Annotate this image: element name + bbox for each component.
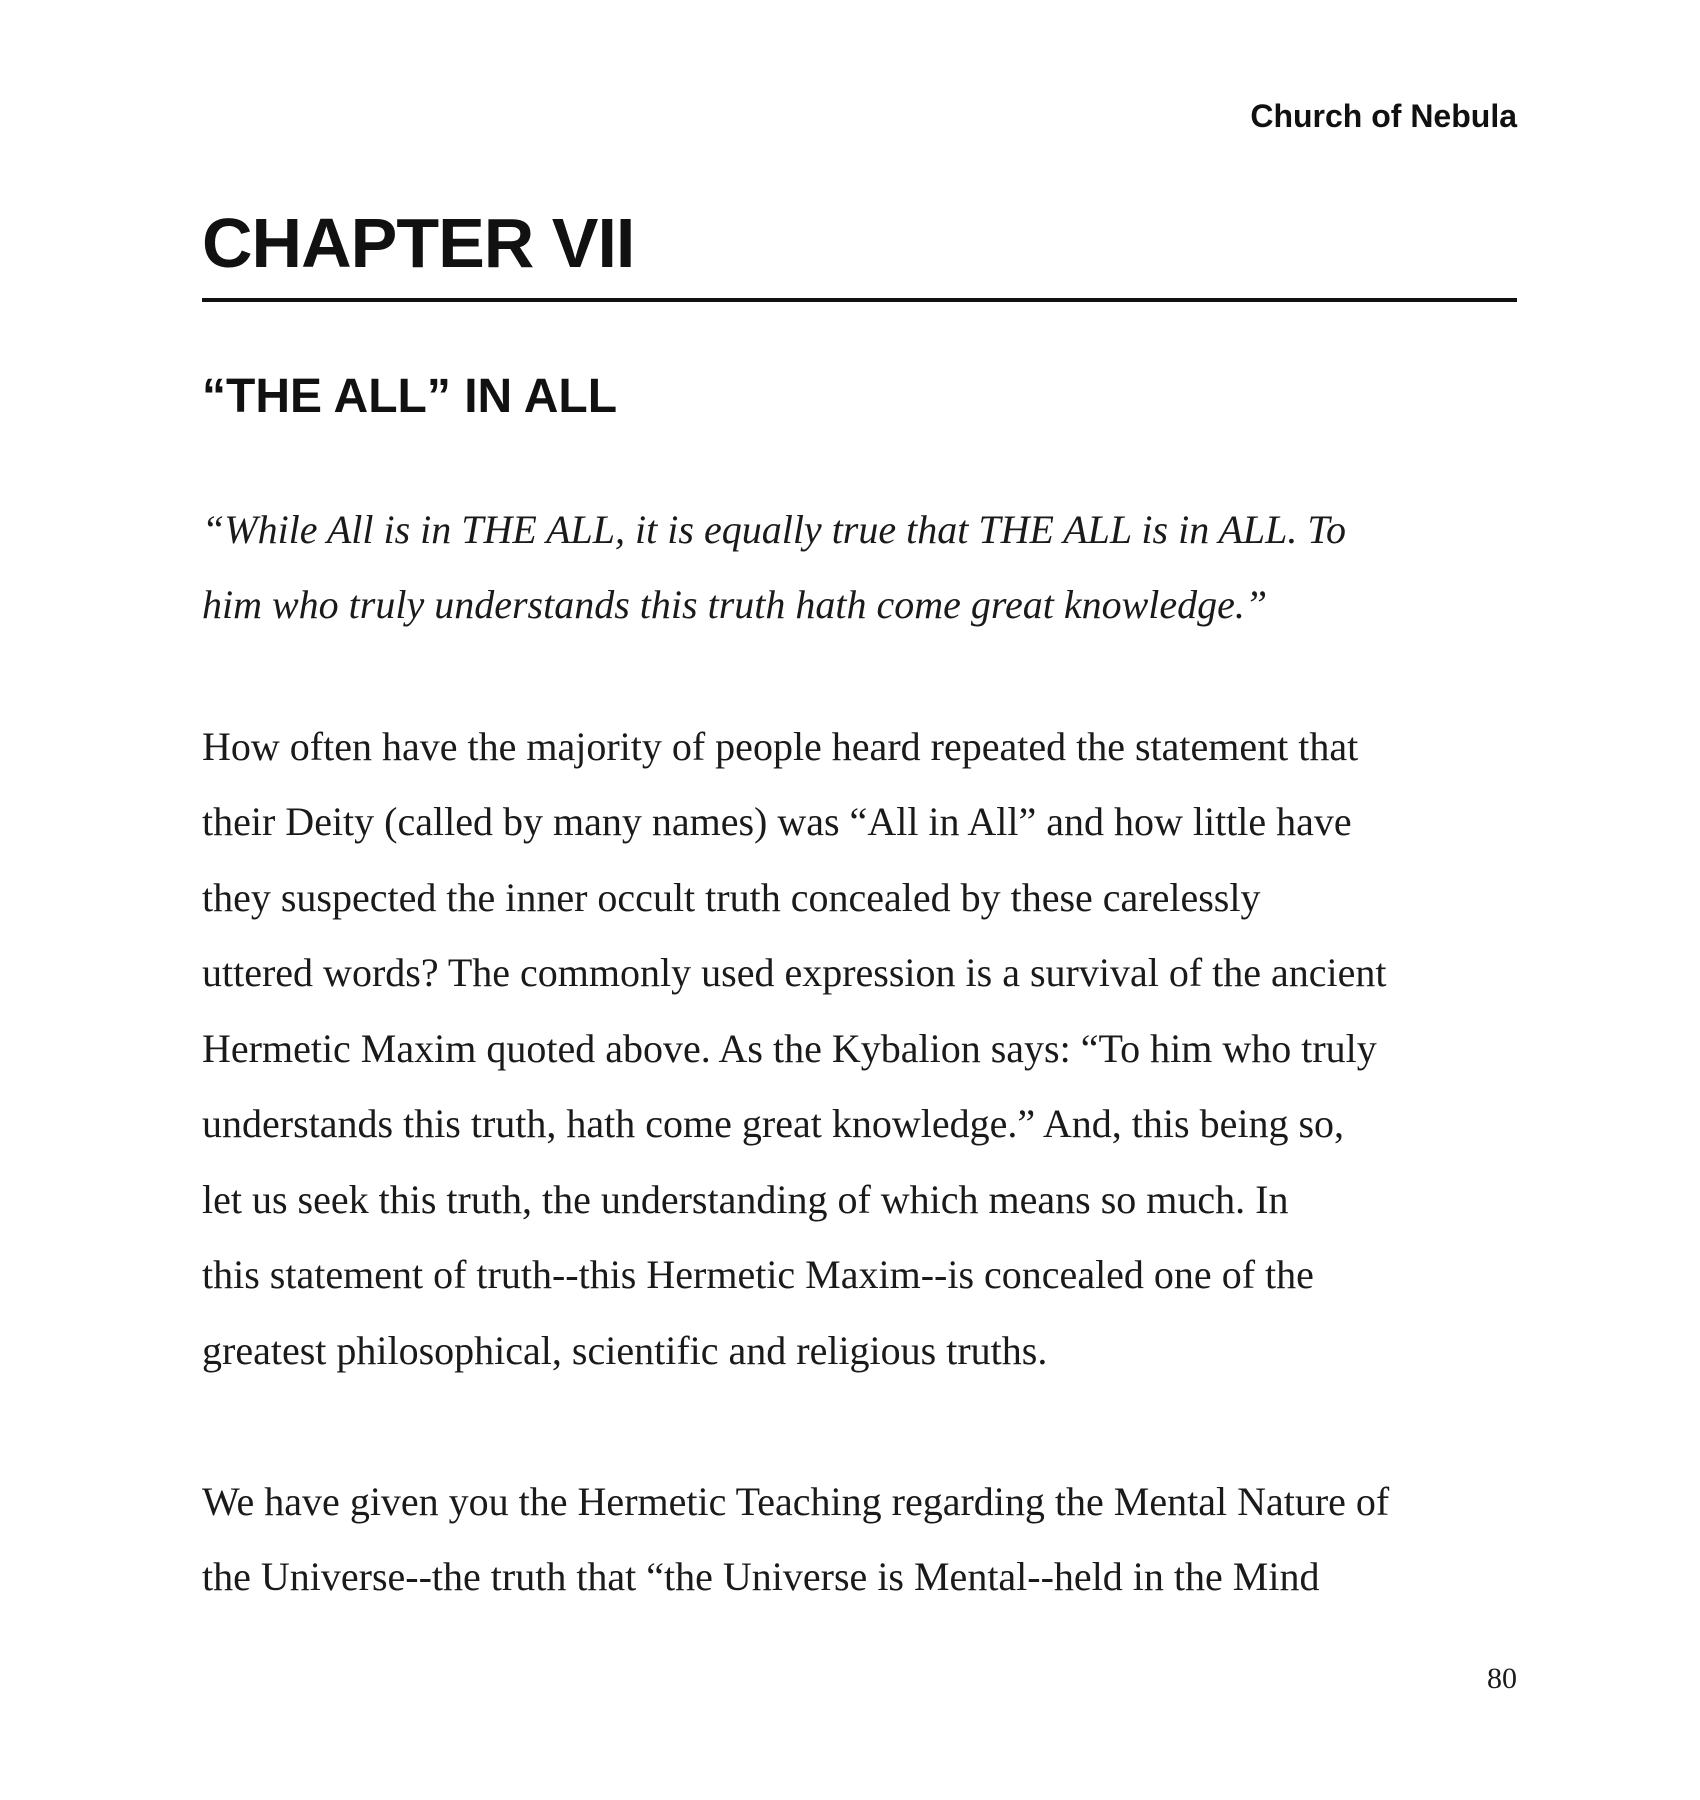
epigraph-line: him who truly understands this truth hath come great knowledge.” <box>202 582 1268 627</box>
paragraph-line: understands this truth, hath come great knowledge.” And, this being so, <box>202 1101 1345 1146</box>
paragraph-line: they suspected the inner occult truth concealed by these carelessly <box>202 875 1261 920</box>
paragraph-line: the Universe--the truth that “the Universe is Mental--held in the Mind <box>202 1554 1320 1599</box>
paragraph-line: their Deity (called by many names) was “All in All” and how little have <box>202 799 1352 844</box>
paragraph-line: this statement of truth--this Hermetic Maxim--is concealed one of the <box>202 1252 1314 1297</box>
paragraph-line: How often have the majority of people heard repeated the statement that <box>202 724 1359 769</box>
chapter-title: CHAPTER VII <box>202 204 635 282</box>
paragraph-line: Hermetic Maxim quoted above. As the Kybalion says: “To him who truly <box>202 1026 1377 1071</box>
paragraph-line: let us seek this truth, the understanding of which means so much. In <box>202 1177 1289 1222</box>
paragraph-line: uttered words? The commonly used expression is a survival of the ancient <box>202 950 1387 995</box>
epigraph-line: “While All is in THE ALL, it is equally true that THE ALL is in ALL. To <box>202 507 1346 552</box>
paragraph-line: greatest philosophical, scientific and religious truths. <box>202 1328 1048 1373</box>
paragraph-line: We have given you the Hermetic Teaching regarding the Mental Nature of <box>202 1479 1390 1524</box>
page-number: 80 <box>1487 1662 1517 1695</box>
chapter-divider <box>202 298 1517 302</box>
section-title: “THE ALL” IN ALL <box>202 370 618 423</box>
running-header: Church of Nebula <box>1250 98 1517 134</box>
